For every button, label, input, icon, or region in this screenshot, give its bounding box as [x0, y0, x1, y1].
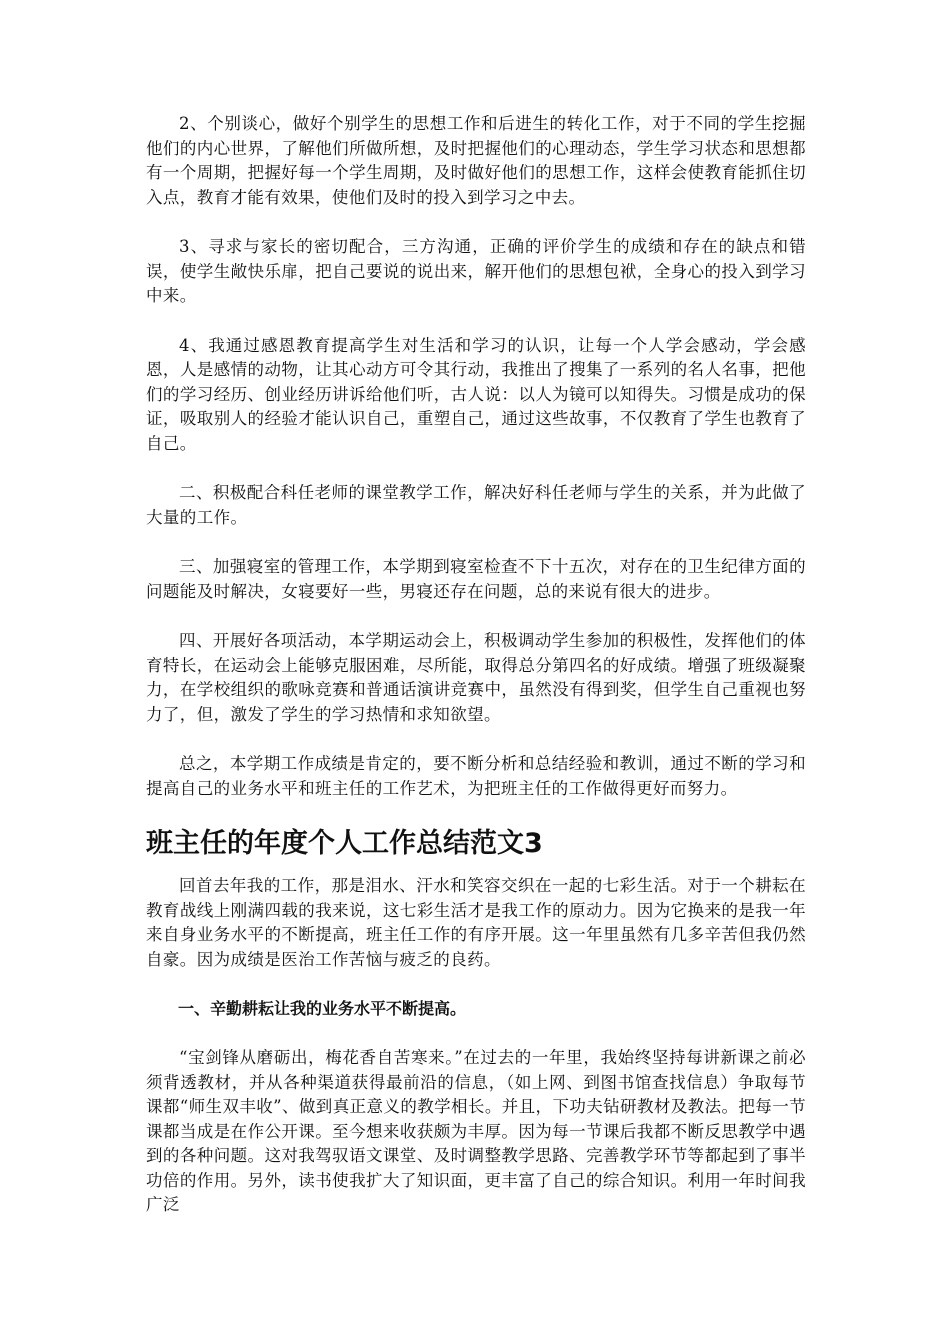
paragraph-conclusion: 总之，本学期工作成绩是肯定的，要不断分析和总结经验和教训，通过不断的学习和提高自己的业务水平和班主任的工作艺术，为把班主任的工作做得更好而努力。 [146, 754, 806, 798]
paragraph-dormitory-management: 三、加强寝室的管理工作，本学期到寝室检查不下十五次，对存在的卫生纪律方面的问题能及时解决，女寝要好一些，男寝还存在问题，总的来说有很大的进步。 [146, 557, 806, 601]
subheading-professional-growth: 一、辛勤耕耘让我的业务水平不断提高。 [178, 999, 467, 1018]
section-title: 班主任的年度个人工作总结范文3 [146, 828, 543, 859]
paragraph-parent-cooperation: 3、寻求与家长的密切配合，三方沟通，正确的评价学生的成绩和存在的缺点和错误，使学生敞快乐扉，把自己要说的说出来，解开他们的思想包袱，全身心的投入到学习中来。 [146, 237, 806, 305]
paragraph-teacher-cooperation: 二、积极配合科任老师的课堂教学工作，解决好科任老师与学生的关系，并为此做了大量的工作。 [146, 483, 806, 527]
paragraph-individual-talks: 2、个别谈心，做好个别学生的思想工作和后进生的转化工作，对于不同的学生挖掘他们的内心世界，了解他们所做所想，及时把握他们的心理动态，学生学习状态和思想都有一个周期，把握好每一个学生周期，及时做好他们的思想工作，这样会使教育能抓住切入点，教育才能有效果，使他们及时的投入到学习之中去。 [146, 114, 806, 207]
paragraph-activities: 四、开展好各项活动，本学期运动会上，积极调动学生参加的积极性，发挥他们的体育特长，在运动会上能够克服困难，尽所能，取得总分第四名的好成绩。增强了班级凝聚力，在学校组织的歌咏竞赛和普通话演讲竞赛中，虽然没有得到奖，但学生自己重视也努力了，但，激发了学生的学习热情和求知欲望。 [146, 631, 806, 724]
paragraph-intro: 回首去年我的工作，那是泪水、汗水和笑容交织在一起的七彩生活。对于一个耕耘在教育战线上刚满四载的我来说，这七彩生活才是我工作的原动力。因为它换来的是我一年来自身业务水平的不断提高，班主任工作的有序开展。这一年里虽然有几多辛苦但我仍然自豪。因为成绩是医治工作苦恼与疲乏的良药。 [146, 876, 806, 969]
document-page [146, 112, 806, 1243]
paragraph-gratitude-education: 4、我通过感恩教育提高学生对生活和学习的认识，让每一个人学会感动，学会感恩，人是感情的动物，让其心动方可令其行动，我推出了搜集了一系列的名人名事，把他们的学习经历、创业经历讲诉给他们听，古人说：以人为镜可以知得失。习惯是成功的保证，吸取别人的经验才能认识自己，重塑自己，通过这些故事，不仅教育了学生也教育了自己。 [146, 335, 806, 453]
paragraph-teaching-practice: “宝剑锋从磨砺出，梅花香自苦寒来。”在过去的一年里，我始终坚持每讲新课之前必须背透教材，并从各种渠道获得最前沿的信息，（如上网、到图书馆查找信息）争取每节课都“师生双丰收”、做到真正意义的教学相长。并且，下功夫钻研教材及教法。把每一节课都当成是在作公开课。至今想来收获颇为丰厚。因为每一节课后我都不断反思教学中遇到的各种问题。这对我驾驭语文课堂、及时调整教学思路、完善教学环节等都起到了事半功倍的作用。另外，读书使我扩大了知识面，更丰富了自己的综合知识。利用一年时间我广泛 [146, 1048, 806, 1214]
